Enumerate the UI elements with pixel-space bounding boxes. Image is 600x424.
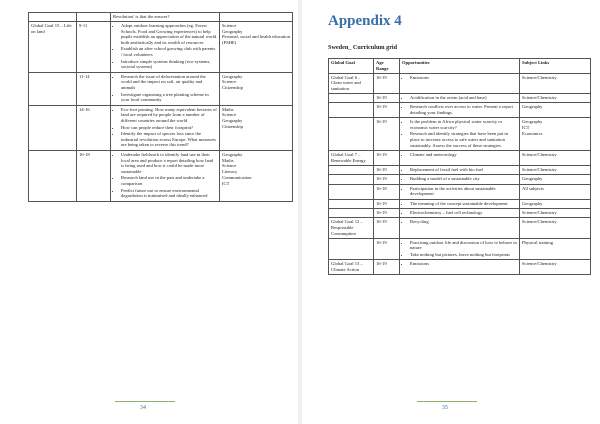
age-cell: 16-19 xyxy=(374,151,400,166)
table-row xyxy=(329,151,591,166)
goal-cell xyxy=(329,208,374,217)
subjects-cell xyxy=(520,199,591,208)
goal-cell xyxy=(329,103,374,118)
age-cell: 16-19 xyxy=(374,73,400,93)
subject-link: Geography xyxy=(222,28,243,34)
list-item: • Building a model of a sustainable city xyxy=(410,176,517,182)
subjects-cell xyxy=(520,73,591,93)
subjects-cell xyxy=(520,184,591,199)
opportunities-cell xyxy=(111,150,220,201)
table-row xyxy=(329,218,591,238)
subject-link: ICT xyxy=(522,125,530,131)
right-curriculum-table xyxy=(328,58,591,275)
opportunities-cell xyxy=(111,72,220,105)
subjects-cell xyxy=(520,218,591,238)
opportunities-list xyxy=(402,104,517,116)
subject-link: Maths xyxy=(222,157,234,163)
opportunities-cell xyxy=(400,175,520,184)
table-row-continued xyxy=(29,13,293,22)
list-item: • Predict future use to ensure environmental degradation is minimised and ideally enhanced xyxy=(121,188,217,200)
subjects-cell xyxy=(520,175,591,184)
opportunities-list xyxy=(402,219,517,225)
list-item: • Take nothing but pictures, leave nothing but footprints xyxy=(410,252,517,258)
table-row xyxy=(329,118,591,151)
subject-link: Science xyxy=(222,163,237,169)
list-item: • The meaning of the concept sustainable development xyxy=(410,201,517,207)
goal-cell: Global Goal 15 – Life on land xyxy=(29,21,77,72)
goal-cell: Global Goal 13 – Climate Action xyxy=(329,260,374,275)
table-row xyxy=(329,184,591,199)
list-item: • Investigate organising a tree planting scheme in your local community xyxy=(121,92,217,104)
subject-link: Science/Chemistry xyxy=(522,94,557,100)
age-cell: 16-19 xyxy=(374,175,400,184)
subject-link: Geography xyxy=(222,118,243,124)
subject-link: Geography xyxy=(522,200,543,206)
goal-cell xyxy=(329,199,374,208)
continued-text: Revolution' is that the answer? xyxy=(111,13,220,22)
appendix-title: Appendix 4 xyxy=(328,13,402,29)
list-item: • Research land use in the past and undertake a comparison xyxy=(121,175,217,187)
age-cell: 16-19 xyxy=(374,165,400,174)
subject-link: Personal, social and health education (PSHE) xyxy=(222,34,290,46)
subjects-cell xyxy=(220,72,293,105)
left-table-body xyxy=(29,13,293,202)
goal-cell: Global Goal 12 – Responsible Consumption xyxy=(329,218,374,238)
table-row xyxy=(29,150,293,201)
subjects-cell xyxy=(520,165,591,174)
subject-link: Citizenship xyxy=(222,85,243,91)
opportunities-cell xyxy=(400,208,520,217)
opportunities-cell xyxy=(400,93,520,102)
table-row xyxy=(329,175,591,184)
opportunities-list xyxy=(113,74,217,103)
goal-cell xyxy=(29,150,77,201)
left-curriculum-table xyxy=(28,12,293,202)
subjects-cell xyxy=(520,118,591,151)
opportunities-list xyxy=(402,119,517,148)
table-row xyxy=(329,260,591,275)
page-number-rule xyxy=(115,401,175,402)
opportunities-cell xyxy=(111,105,220,150)
subjects-cell xyxy=(520,93,591,102)
page-number-rule xyxy=(417,401,477,402)
table-row xyxy=(329,238,591,259)
goal-cell xyxy=(329,175,374,184)
header-row xyxy=(329,59,591,74)
opportunities-list xyxy=(402,210,517,216)
opportunities-cell xyxy=(400,151,520,166)
opportunities-list xyxy=(402,186,517,198)
subjects-cell xyxy=(520,103,591,118)
table-row xyxy=(29,105,293,150)
page-number: 35 xyxy=(442,405,448,411)
age-cell: 16-18 xyxy=(77,150,111,201)
list-item: • Climate and meteorology xyxy=(410,152,517,158)
opportunities-cell xyxy=(111,21,220,72)
goal-cell xyxy=(29,105,77,150)
subjects-cell xyxy=(520,238,591,259)
goal-cell xyxy=(329,93,374,102)
age-cell: 16-19 xyxy=(374,238,400,259)
left-page xyxy=(0,0,298,424)
list-item: • Research and identify strategies that have been put in place to increase access to safe water and sanitation sustainably. Assess the success of these strategies. xyxy=(410,131,517,148)
subject-link: Physical training xyxy=(522,239,554,245)
table-row xyxy=(29,72,293,105)
list-item: • Acidification in the ocean (acid and base) xyxy=(410,95,517,101)
table-row xyxy=(329,165,591,174)
age-cell: 16-19 xyxy=(374,260,400,275)
goal-cell: Global Goal 7 – Renewable Energy xyxy=(329,151,374,166)
opportunities-cell xyxy=(400,238,520,259)
list-item: • Adopt outdoor learning approaches (eg. Forest Schools, Food and Growing experiences) to help pupils establish an appreciation of the natural world both aesthetically and its wealth of resources xyxy=(121,23,217,46)
subject-link: Science xyxy=(222,112,237,118)
subjects-cell xyxy=(520,208,591,217)
age-cell xyxy=(77,13,111,22)
opportunities-list xyxy=(113,152,217,199)
opportunities-list xyxy=(402,152,517,158)
page-number: 34 xyxy=(140,405,146,411)
table-row xyxy=(329,103,591,118)
subjects-cell xyxy=(220,13,293,22)
subjects-cell xyxy=(220,105,293,150)
subjects-cell xyxy=(220,21,293,72)
goal-cell xyxy=(329,238,374,259)
header-age: Age Range xyxy=(374,59,400,74)
opportunities-list xyxy=(402,167,517,173)
age-cell: 16-19 xyxy=(374,118,400,151)
subject-link: Maths xyxy=(222,106,234,112)
list-item: • Recycling xyxy=(410,219,517,225)
opportunities-list xyxy=(113,23,217,70)
opportunities-cell xyxy=(400,184,520,199)
header-goal: Global Goal xyxy=(329,59,374,74)
subjects-cell xyxy=(520,151,591,166)
age-cell: 16-19 xyxy=(374,93,400,102)
list-item: • How can people reduce their footprint? xyxy=(121,125,217,131)
age-cell: 9-11 xyxy=(77,21,111,72)
list-item: • Emissions xyxy=(410,261,517,267)
header-opportunities: Opportunities xyxy=(400,59,520,74)
list-item: • Establish an after school growing club with parents / local volunteers xyxy=(121,46,217,58)
table-row xyxy=(329,208,591,217)
list-item: • Electrochemistry – fuel cell technology xyxy=(410,210,517,216)
list-item: • Is the problem in Africa physical water scarcity or economic water scarcity? xyxy=(410,119,517,131)
list-item: • Participation in the activities about sustainable development xyxy=(410,186,517,198)
list-item: • Replacement of fossil fuel with bio fuel xyxy=(410,167,517,173)
opportunities-list xyxy=(402,261,517,267)
opportunities-list xyxy=(402,75,517,81)
goal-cell xyxy=(329,184,374,199)
subject-link: Geography xyxy=(222,151,243,157)
goal-cell xyxy=(29,72,77,105)
opportunities-list xyxy=(402,95,517,101)
subjects-cell xyxy=(520,260,591,275)
opportunities-cell xyxy=(400,73,520,93)
opportunities-cell xyxy=(400,199,520,208)
subject-link: Literacy xyxy=(222,169,238,175)
opportunities-cell xyxy=(400,260,520,275)
age-cell: 11-14 xyxy=(77,72,111,105)
list-item: • Research the issue of deforestation around the world and the impact on soil, air quality and animals xyxy=(121,74,217,91)
subject-link: Science/Chemistry xyxy=(522,166,557,172)
right-page xyxy=(302,0,600,424)
subject-link: Geography xyxy=(522,119,543,125)
age-cell: 16-19 xyxy=(374,218,400,238)
opportunities-cell xyxy=(400,103,520,118)
subject-link: Geography xyxy=(222,73,243,79)
subject-link: Science/Chemistry xyxy=(522,152,557,158)
subject-link: Geography xyxy=(522,176,543,182)
opportunities-list xyxy=(113,107,217,149)
list-item: • Practising outdoor life and discussion of how to behave in nature xyxy=(410,240,517,252)
subject-link: Science xyxy=(222,22,237,28)
goal-cell xyxy=(329,118,374,151)
subject-link: All subjects xyxy=(522,185,544,191)
age-cell: 16-19 xyxy=(374,103,400,118)
list-item: • Introduce simple systems thinking (eco-systems, societal systems) xyxy=(121,59,217,71)
goal-cell xyxy=(329,165,374,174)
header-subjects: Subject Links xyxy=(520,59,591,74)
subject-link: Economics xyxy=(522,130,543,136)
table-row xyxy=(329,93,591,102)
opportunities-list xyxy=(402,176,517,182)
list-item: • Research conflicts over access to water. Present a report detailing your findings. xyxy=(410,104,517,116)
list-item: • Undertake fieldwork to identify land use in their local area and produce a report detailing how land is being used and how it could be made more sustainable xyxy=(121,152,217,175)
opportunities-cell xyxy=(400,218,520,238)
goal-cell xyxy=(29,13,77,22)
age-cell: 16-19 xyxy=(374,208,400,217)
table-row xyxy=(29,21,293,72)
list-item: • Emissions xyxy=(410,75,517,81)
opportunities-list xyxy=(402,240,517,258)
table-row xyxy=(329,73,591,93)
age-cell: 16-19 xyxy=(374,199,400,208)
table-row xyxy=(329,199,591,208)
subject-link: Science/Chemistry xyxy=(522,219,557,225)
list-item: • Eco-foot printing. How many equivalent hectares of land are required by people from a number of different countries around the world xyxy=(121,107,217,124)
subject-link: Science xyxy=(222,79,237,85)
opportunities-cell xyxy=(400,165,520,174)
right-table-body xyxy=(329,73,591,274)
goal-cell: Global Goal 6 – Clean water and sanitation xyxy=(329,73,374,93)
subjects-cell xyxy=(220,150,293,201)
list-item: • Identify the impact of species loss since the industrial revolution across Europe. What measures are being taken to reverse this trend? xyxy=(121,131,217,148)
subject-link: Geography xyxy=(522,104,543,110)
subject-link: Science/Chemistry xyxy=(522,261,557,267)
subject-link: Science/Chemistry xyxy=(522,74,557,80)
subject-link: Science/Chemistry xyxy=(522,209,557,215)
appendix-subtitle: Sweden_ Curriculum grid xyxy=(328,44,398,51)
opportunities-cell xyxy=(400,118,520,151)
opportunities-list xyxy=(402,201,517,207)
subject-link: Communication xyxy=(222,174,252,180)
subject-link: ICT xyxy=(222,180,230,186)
age-cell: 14-16 xyxy=(77,105,111,150)
subject-link: Citizenship xyxy=(222,124,243,130)
age-cell: 16-18 xyxy=(374,184,400,199)
